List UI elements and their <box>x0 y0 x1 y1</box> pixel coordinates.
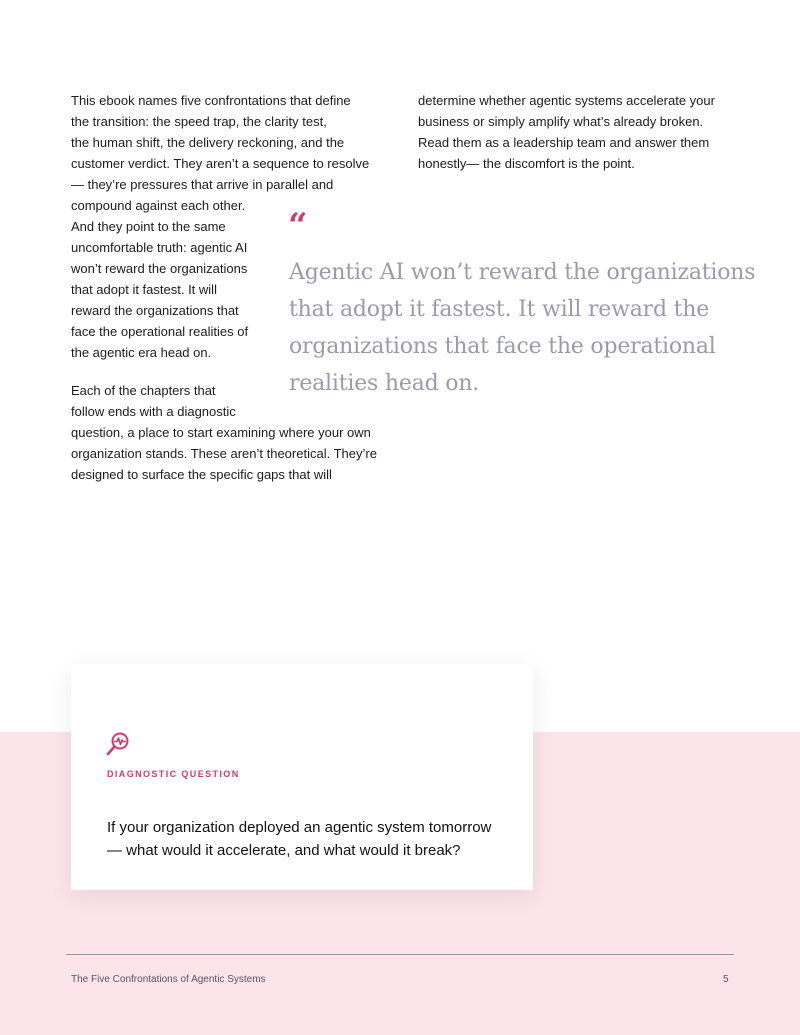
intro-line: face the operational realities of <box>71 324 249 339</box>
intro-line: reward the organizations that <box>71 303 239 318</box>
intro-line: uncomfortable truth: agentic AI <box>71 240 248 255</box>
chapters-line: follow ends with a diagnostic <box>71 404 236 419</box>
intro-line: And they point to the same <box>71 219 226 234</box>
footer-divider <box>66 954 734 955</box>
diagnostic-question-line: — what would it accelerate, and what would it break? <box>107 842 461 859</box>
intro-line: won’t reward the organizations <box>71 261 248 276</box>
chapters-line: organization stands. These aren’t theoretical. They’re <box>71 446 377 461</box>
right-column-line: determine whether agentic systems accelerate your <box>418 93 715 108</box>
diagnostic-card <box>71 664 533 890</box>
diagnostic-label: DIAGNOSTIC QUESTION <box>107 769 240 779</box>
intro-line: the agentic era head on. <box>71 345 212 360</box>
right-column-line: honestly— the discomfort is the point. <box>418 156 635 171</box>
footer-title: The Five Confrontations of Agentic Systems <box>71 974 266 985</box>
intro-line: compound against each other. <box>71 198 246 213</box>
chapters-line: Each of the chapters that <box>71 383 216 398</box>
right-column-line: business or simply amplify what’s already broken. <box>418 114 704 129</box>
pull-quote-line: that adopt it fastest. It will reward the <box>289 297 710 322</box>
quote-mark-icon: “ <box>288 206 308 246</box>
diagnostic-question-line: If your organization deployed an agentic system tomorrow <box>107 819 492 836</box>
pull-quote-line: realities head on. <box>289 371 480 396</box>
pull-quote-line: Agentic AI won’t reward the organizations <box>289 260 756 285</box>
chapters-line: designed to surface the specific gaps that will <box>71 467 332 482</box>
pull-quote-line: organizations that face the operational <box>289 334 716 359</box>
intro-line: the human shift, the delivery reckoning, and the <box>71 135 345 150</box>
right-column-line: Read them as a leadership team and answer them <box>418 135 710 150</box>
page-number: 5 <box>723 974 729 985</box>
intro-line: — they’re pressures that arrive in parallel and <box>71 177 334 192</box>
intro-line: the transition: the speed trap, the clarity test, <box>71 114 327 129</box>
intro-line: customer verdict. They aren’t a sequence to resolve <box>71 156 370 171</box>
chapters-line: question, a place to start examining where your own <box>71 425 371 440</box>
intro-line: This ebook names five confrontations that define <box>71 93 351 108</box>
intro-line: that adopt it fastest. It will <box>71 282 217 297</box>
magnifier-heartbeat-icon <box>106 732 130 758</box>
